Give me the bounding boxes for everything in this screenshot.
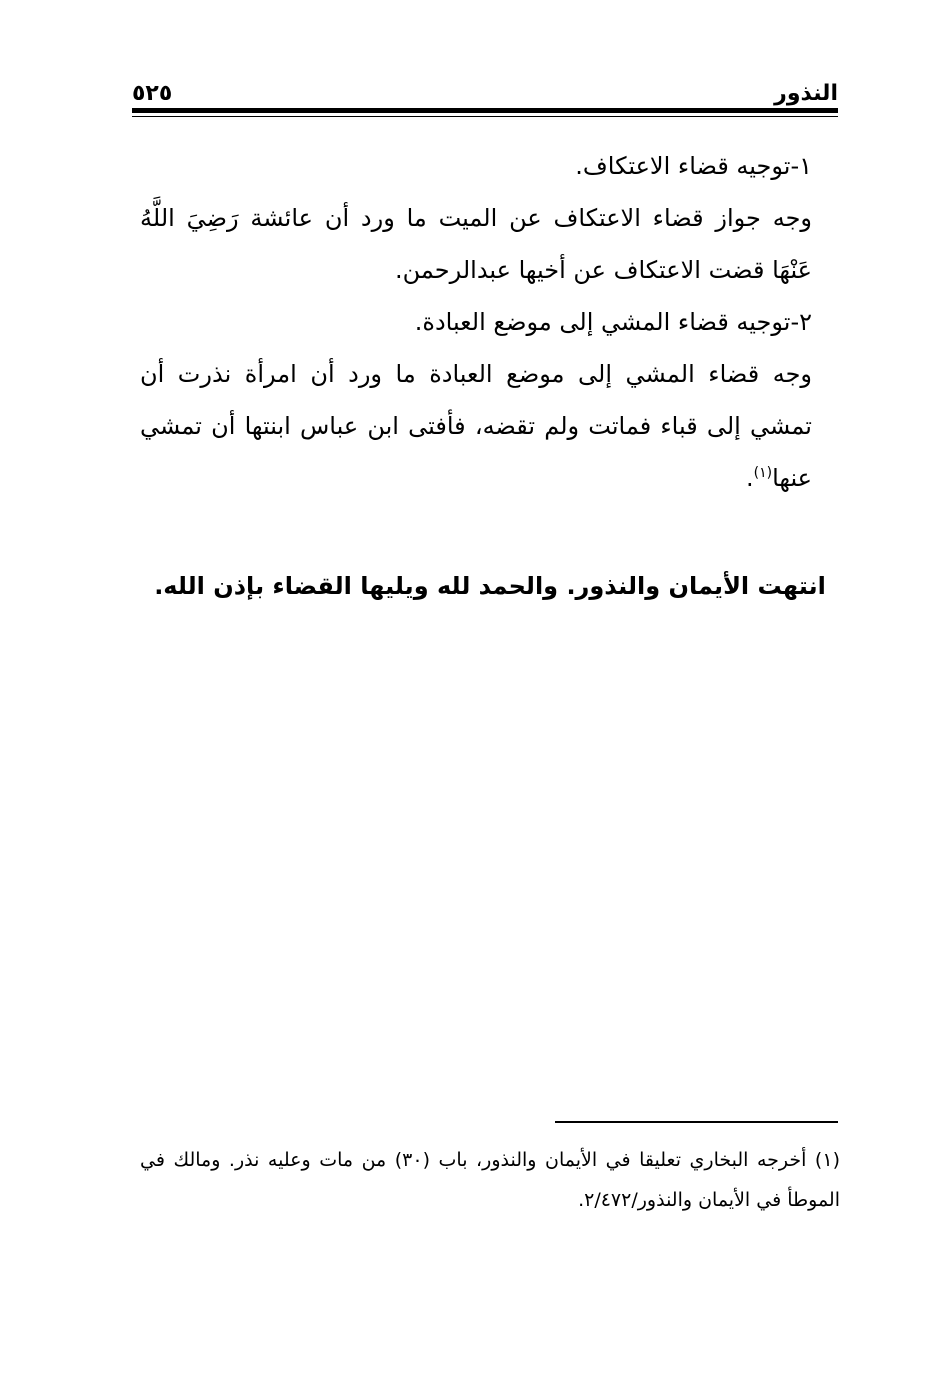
footnote-separator: [555, 1121, 838, 1123]
item-2-heading: ٢-توجيه قضاء المشي إلى موضع العبادة.: [414, 308, 812, 336]
item-2-paragraph-end: .: [745, 464, 754, 492]
footnote-reference: (١): [753, 465, 773, 481]
page-number: ٥٢٥: [132, 81, 173, 106]
item-1-heading: ١-توجيه قضاء الاعتكاف.: [575, 152, 812, 180]
footnotes: [140, 1140, 840, 1220]
item-2-paragraph: [140, 348, 840, 504]
item-2-paragraph-text: وجه قضاء المشي إلى موضع العبادة ما ورد أن امرأة نذرت أن تمشي إلى قباء فماتت ولم تقضه، فأفتى ابن عباس ابنتها أن تمشي عنها: [140, 360, 812, 492]
header-rule-thin: [132, 116, 838, 117]
closing-statement: انتهت الأيمان والنذور. والحمد لله ويليها القضاء بإذن الله.: [154, 572, 826, 600]
header-rule-thick: [132, 108, 838, 113]
item-1-paragraph: وجه جواز قضاء الاعتكاف عن الميت ما ورد أن عائشة رَضِيَ اللَّهُ عَنْهَا قضت الاعتكاف عن أخيها عبدالرحمن.: [140, 204, 812, 284]
running-chapter-title: النذور: [774, 81, 838, 106]
main-text: [140, 140, 840, 504]
footnote-1: (١) أخرجه البخاري تعليقا في الأيمان والنذور، باب (٣٠) من مات وعليه نذر. ومالك في الموطأ في الأيمان والنذور/٢/٤٧٢.: [140, 1149, 840, 1211]
